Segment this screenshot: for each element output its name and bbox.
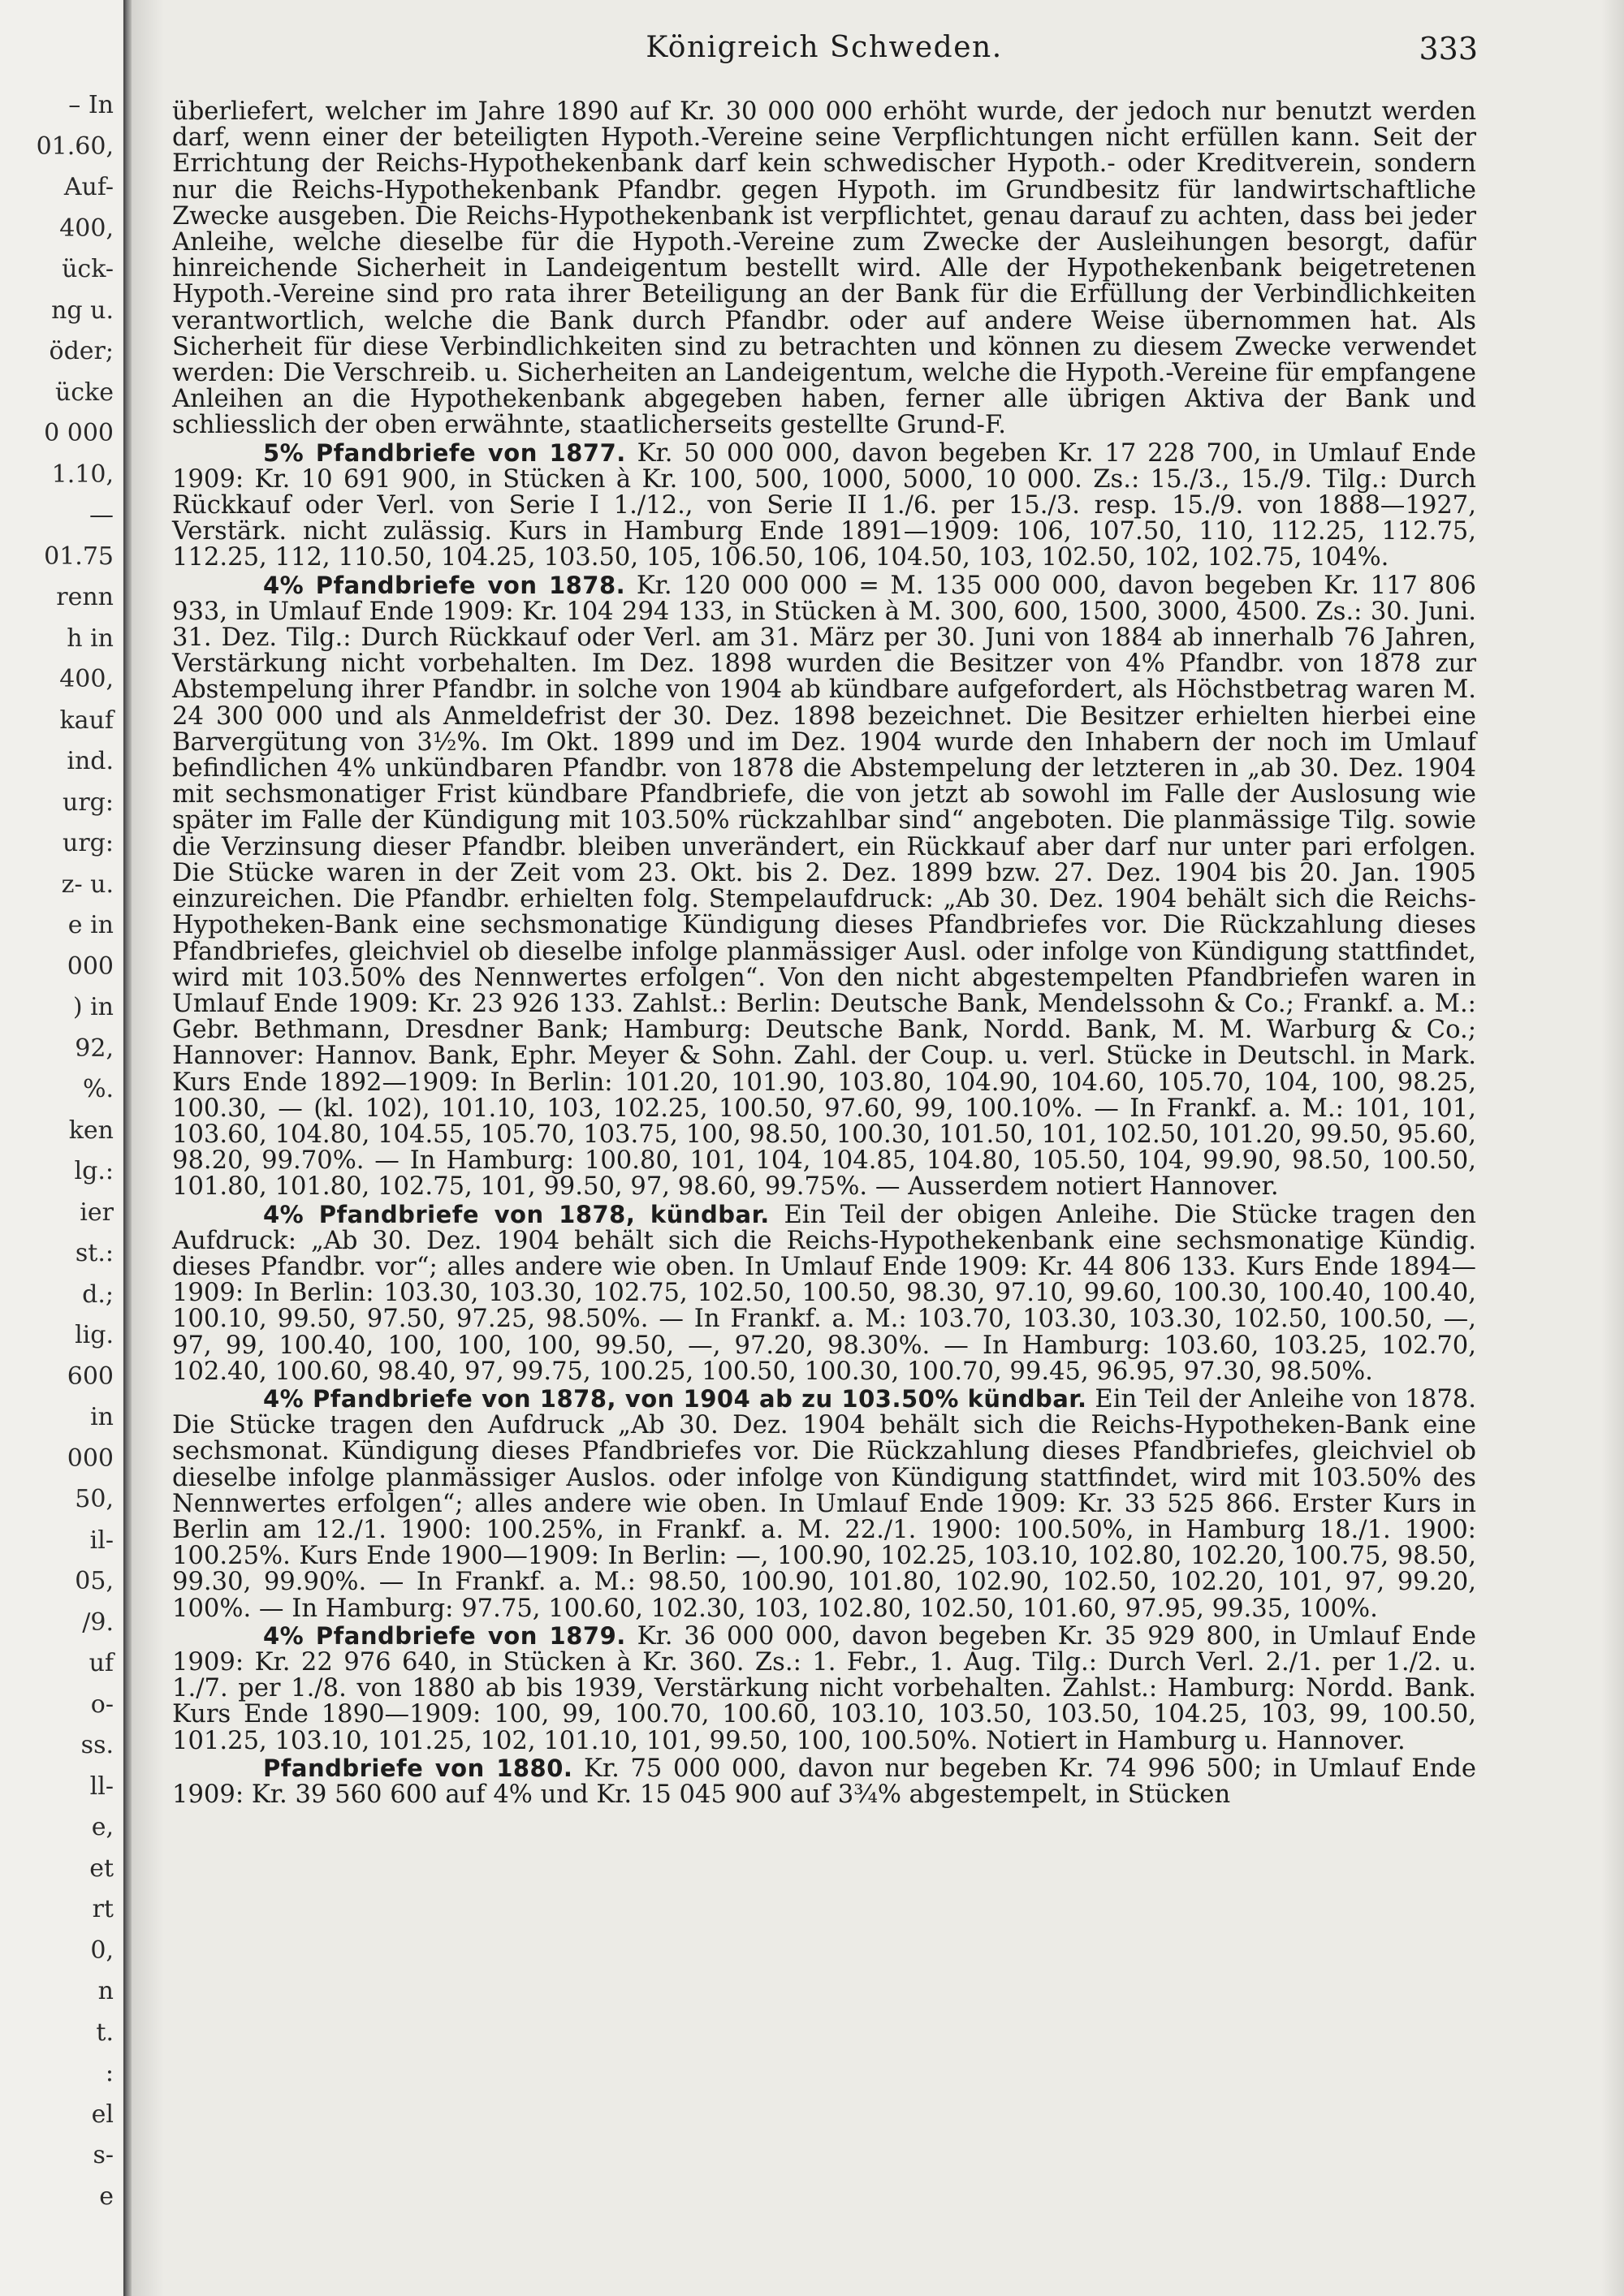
section-heading: Pfandbriefe von 1880.	[263, 1754, 573, 1782]
margin-fragment: ind.	[67, 747, 114, 775]
margin-fragment: s-	[93, 2141, 114, 2169]
margin-fragment: renn	[56, 583, 114, 611]
margin-fragment: urg:	[63, 829, 114, 857]
body-text	[172, 99, 1476, 1808]
margin-fragment: 000	[67, 1444, 114, 1473]
section-pfandbriefe-1878-ab-1904	[172, 1386, 1476, 1622]
section-pfandbriefe-1878	[172, 572, 1476, 1201]
margin-fragment: 000	[67, 952, 114, 981]
margin-fragment: 01.60,	[36, 132, 114, 161]
margin-fragment: 1.10,	[51, 460, 114, 489]
margin-fragment: ss.	[80, 1731, 114, 1759]
margin-fragment: 01.75	[44, 542, 114, 571]
margin-fragment: st.:	[75, 1239, 114, 1267]
margin-fragment: lg.:	[74, 1157, 114, 1185]
margin-fragment: 50,	[75, 1485, 114, 1513]
paragraph-text: überliefert, welcher im Jahre 1890 auf Kr. 30 000 000 erhöht wurde, der jedoch nur benutzt werden darf, wenn einer der beteiligten Hypoth.-Vereine seine Verpflichtungen nicht erfüllen kann. Seit der Errichtung der Reichs-Hypothekenbank darf kein schwedischer Hypoth.- oder Kreditverein, sondern nur die Reichs-Hypothekenbank Pfandbr. gegen Hypoth. im Grundbesitz für landwirtschaftliche Zwecke ausgeben. Die Reichs-Hypothekenbank ist verpflichtet, genau darauf zu achten, dass bei jeder Anleihe, welche dieselbe für die Hypoth.-Vereine zum Zwecke der Ausleihungen besorgt, dafür hinreichende Sicherheit in Landeigentum bestellt wird. Alle der Hypothekenbank beigetretenen Hypoth.-Vereine sind pro rata ihrer Beteiligung an der Bank für die Erfüllung der Verbindlichkeiten verantwortlich, welche die Bank durch Pfandbr. oder auf andere Weise übernommen hat. Als Sicherheit für diese Verbindlichkeiten sind zu betrachten und können zu diesem Zwecke verwendet werden: Die Verschreib. u. Sicherheiten an Landeigentum, welche die Hypoth.-Vereine für empfangene Anleihen an die Hypothekenbank abgegeben haben, ferner alle übrigen Aktiva der Bank und schliesslich der oben erwähnte, staatlicherseits gestellte Grund-F.	[172, 97, 1476, 440]
margin-fragment: ken	[68, 1116, 114, 1145]
margin-fragment: 400,	[59, 665, 114, 693]
section-text: Kr. 75 000 000, davon nur begeben Kr. 74 996 500; in Umlauf Ende 1909: Kr. 39 560 600 auf 4% und Kr. 15 045 900 auf 3¾% abgestempelt, in Stücken	[172, 1754, 1476, 1809]
margin-fragment: ng u.	[51, 296, 114, 325]
margin-fragment: lig.	[75, 1321, 114, 1349]
margin-fragment: kauf	[59, 706, 114, 735]
section-text: Kr. 50 000 000, davon begeben Kr. 17 228 700, in Umlauf Ende 1909: Kr. 10 691 900, in Stücken à Kr. 100, 500, 1000, 5000, 10 000. Zs.: 15./3., 15./9. Tilg.: Durch Rückkauf oder Verl. von Serie I 1./12., von Serie II 1./6. per 15./3. resp. 15./9. von 1888—1927, Verstärk. nicht zulässig. Kurs in Hamburg Ende 1891—1909: 106, 107.50, 110, 112.25, 112.75, 112.25, 112, 110.50, 104.25, 103.50, 105, 106.50, 106, 104.50, 103, 102.50, 102, 102.75, 104%.	[172, 438, 1476, 572]
margin-fragment: el	[91, 2100, 114, 2129]
margin-fragment: öder;	[49, 337, 114, 365]
margin-fragment: e in	[67, 911, 114, 939]
margin-fragment: ücke	[54, 378, 114, 407]
margin-fragment: Auf-	[63, 173, 114, 201]
margin-fragment: ück-	[62, 255, 114, 283]
margin-fragment: il-	[89, 1526, 114, 1555]
margin-fragment: o-	[90, 1690, 114, 1719]
section-text: Kr. 120 000 000 = M. 135 000 000, davon begeben Kr. 117 806 933, in Umlauf Ende 1909: Kr. 104 294 133, in Stücken à M. 300, 600, 1500, 3000, 4500. Zs.: 30. Juni. 31. Dez. Tilg.: Durch Rückkauf oder Verl. am 31. März per 30. Juni von 1884 ab innerhalb 76 Jahren, Verstärkung nicht vorbehalten. Im Dez. 1898 wurden die Besitzer von 4% Pfandbr. von 1878 zur Abstempelung ihrer Pfandbr. in solche von 1904 ab kündbare aufgefordert, als Höchstbetrag waren M. 24 300 000 und als Anmeldefrist der 30. Dez. 1898 bezeichnet. Die Besitzer erhielten hierbei eine Barvergütung von 3½%. Im Okt. 1899 und im Dez. 1904 wurde den Inhabern der noch im Umlauf befindlichen 4% unkündbaren Pfandbr. von 1878 die Abstempelung der letzteren in „ab 30. Dez. 1904 mit sechsmonatiger Frist kündbare Pfandbriefe, die von jetzt ab sowohl im Falle der Auslosung wie später im Falle der Kündigung mit 103.50% rückzahlbar sind“ angeboten. Die planmässige Tilg. sowie die Verzinsung dieser Pfandbr. bleiben unverändert, ein Rückkauf aber darf nur unter pari erfolgen. Die Stücke waren in der Zeit vom 23. Okt. bis 2. Dez. 1899 bzw. 27. Dez. 1904 bis 20. Jan. 1905 einzureichen. Die Pfandbr. erhielten folg. Stempelaufdruck: „Ab 30. Dez. 1904 behält sich die Reichs-Hypotheken-Bank eine sechsmonatige Kündigung dieses Pfandbriefes vor. Die Rückzahlung dieses Pfandbriefes, gleichviel ob dieselbe infolge planmässiger Ausl. oder infolge von Kündigung stattfindet, wird mit 103.50% des Nennwertes erfolgen“. Von den nicht abgestempelten Pfandbriefen waren in Umlauf Ende 1909: Kr. 23 926 133. Zahlst.: Berlin: Deutsche Bank, Mendelssohn & Co.; Frankf. a. M.: Gebr. Bethmann, Dresdner Bank; Hamburg: Deutsche Bank, Nordd. Bank, M. M. Warburg & Co.; Hannover: Hannov. Bank, Ephr. Meyer & Sohn. Zahl. der Coup. u. verl. Stücke in Deutschl. in Mark. Kurs Ende 1892—1909: In Berlin: 101.20, 101.90, 103.80, 104.90, 104.60, 105.70, 104, 100, 98.25, 100.30, — (kl. 102), 101.10, 103, 102.25, 100.50, 97.60, 99, 100.10%. — In Frankf. a. M.: 101, 101, 103.60, 104.80, 104.55, 105.70, 103.75, 100, 98.50, 100.30, 101.50, 101, 102.50, 101.20, 99.50, 95.60, 98.20, 99.70%. — In Hamburg: 100.80, 101, 104, 104.85, 104.80, 105.50, 104, 99.90, 98.50, 100.50, 101.80, 101.80, 102.75, 101, 99.50, 97, 98.60, 99.75%. — Ausserdem notiert Hannover.	[172, 571, 1476, 1202]
margin-fragment: e	[99, 2182, 114, 2211]
margin-fragment: %.	[82, 1075, 114, 1103]
paragraph-intro	[172, 99, 1476, 439]
page-number: 333	[1419, 31, 1478, 67]
margin-fragment: d.;	[82, 1280, 114, 1309]
page-fold	[123, 0, 132, 2296]
margin-fragment: rt	[92, 1895, 114, 1923]
running-title: Königreich Schweden.	[646, 31, 1003, 64]
margin-fragment: —	[89, 501, 114, 529]
margin-fragment: n	[97, 1977, 114, 2005]
book-page	[172, 31, 1476, 1808]
margin-fragment: 0,	[90, 1936, 114, 1965]
margin-fragment: 92,	[75, 1034, 114, 1063]
fold-shadow	[132, 0, 164, 2296]
margin-fragment: /9.	[82, 1608, 114, 1637]
running-head	[172, 31, 1476, 71]
section-pfandbriefe-1878-kuendbar	[172, 1202, 1476, 1385]
section-heading: 4% Pfandbriefe von 1878, von 1904 ab zu 103.50% kündbar.	[263, 1384, 1087, 1413]
section-pfandbriefe-1880	[172, 1755, 1476, 1808]
section-heading: 4% Pfandbriefe von 1878.	[263, 571, 626, 599]
margin-fragment: 600	[67, 1362, 114, 1391]
section-heading: 5% Pfandbriefe von 1877.	[263, 438, 626, 467]
section-pfandbriefe-1877	[172, 440, 1476, 572]
margin-fragment: urg:	[63, 788, 114, 817]
previous-page-margin	[0, 0, 122, 2296]
margin-fragment: ll-	[89, 1772, 114, 1801]
section-text: Ein Teil der obigen Anleihe. Die Stücke tragen den Aufdruck: „Ab 30. Dez. 1904 behält sich die Reichs-Hypothekenbank eine sechsmonatige Kündig. dieses Pfandbr. vor“; alles andere wie oben. In Umlauf Ende 1909: Kr. 44 806 133. Kurs Ende 1894—1909: In Berlin: 103.30, 103.30, 102.75, 102.50, 100.50, 98.30, 97.10, 99.60, 100.30, 100.40, 100.40, 100.10, 99.50, 97.50, 97.25, 98.50%. — In Frankf. a. M.: 103.70, 103.30, 103.30, 102.50, 100.50, —, 97, 99, 100.40, 100, 100, 100, 99.50, —, 97.20, 98.30%. — In Hamburg: 103.60, 103.25, 102.70, 102.40, 100.60, 98.40, 97, 99.75, 100.25, 100.50, 100.30, 100.70, 99.45, 96.95, 97.30, 98.50%.	[172, 1200, 1476, 1386]
section-heading: 4% Pfandbriefe von 1878, kündbar.	[263, 1200, 770, 1228]
section-text: Kr. 36 000 000, davon begeben Kr. 35 929 800, in Umlauf Ende 1909: Kr. 22 976 640, in Stücken à Kr. 360. Zs.: 1. Febr., 1. Aug. Tilg.: Durch Verl. 2./1. per 1./2. u. 1./7. per 1./8. von 1880 ab bis 1939, Verstärkung nicht vorbehalten. Zahlst.: Hamburg: Nordd. Bank. Kurs Ende 1890—1909: 100, 99, 100.70, 100.60, 103.10, 103.50, 103.50, 104.25, 103, 99, 100.50, 101.25, 103.10, 101.25, 102, 101.10, 101, 99.50, 100, 100.50%. Notiert in Hamburg u. Hannover.	[172, 1621, 1476, 1755]
margin-fragment: 05,	[75, 1567, 114, 1595]
margin-fragment: ) in	[72, 993, 114, 1021]
section-text: Ein Teil der Anleihe von 1878. Die Stücke tragen den Aufdruck „Ab 30. Dez. 1904 behält sich die Reichs-Hypotheken-Bank eine sechsmonat. Kündigung dieses Pfandbriefes vor. Die Rückzahlung dieses Pfandbriefes, gleichviel ob dieselbe infolge planmässiger Auslos. oder infolge von Kündigung stattfindet, wird mit 103.50% des Nennwertes erfolgen“; alles andere wie oben. In Umlauf Ende 1909: Kr. 33 525 866. Erster Kurs in Berlin am 12./1. 1900: 100.25%, in Frankf. a. M. 22./1. 1900: 100.50%, in Hamburg 18./1. 1900: 100.25%. Kurs Ende 1900—1909: In Berlin: —, 100.90, 102.25, 103.10, 102.80, 102.20, 100.75, 98.50, 99.30, 99.90%. — In Frankf. a. M.: 98.50, 100.90, 101.80, 102.90, 102.50, 102.20, 101, 97, 99.20, 100%. — In Hamburg: 97.75, 100.60, 102.30, 103, 102.80, 102.50, 101.60, 97.95, 99.35, 100%.	[172, 1384, 1476, 1623]
page-edge	[1601, 0, 1624, 2296]
margin-fragment: 0 000	[44, 419, 114, 447]
section-pfandbriefe-1879	[172, 1623, 1476, 1754]
margin-fragment: z- u.	[61, 870, 114, 899]
margin-fragment: :	[105, 2059, 114, 2087]
margin-fragment: ier	[80, 1198, 114, 1227]
margin-fragment: – In	[68, 91, 114, 119]
section-heading: 4% Pfandbriefe von 1879.	[263, 1621, 626, 1650]
margin-fragment: et	[89, 1854, 114, 1883]
margin-fragment: 400,	[59, 214, 114, 243]
margin-fragment: in	[90, 1403, 114, 1431]
margin-fragment: t.	[96, 2018, 114, 2047]
margin-fragment: h in	[67, 624, 114, 653]
margin-fragment: e,	[91, 1813, 114, 1841]
margin-fragment: uf	[89, 1649, 114, 1677]
